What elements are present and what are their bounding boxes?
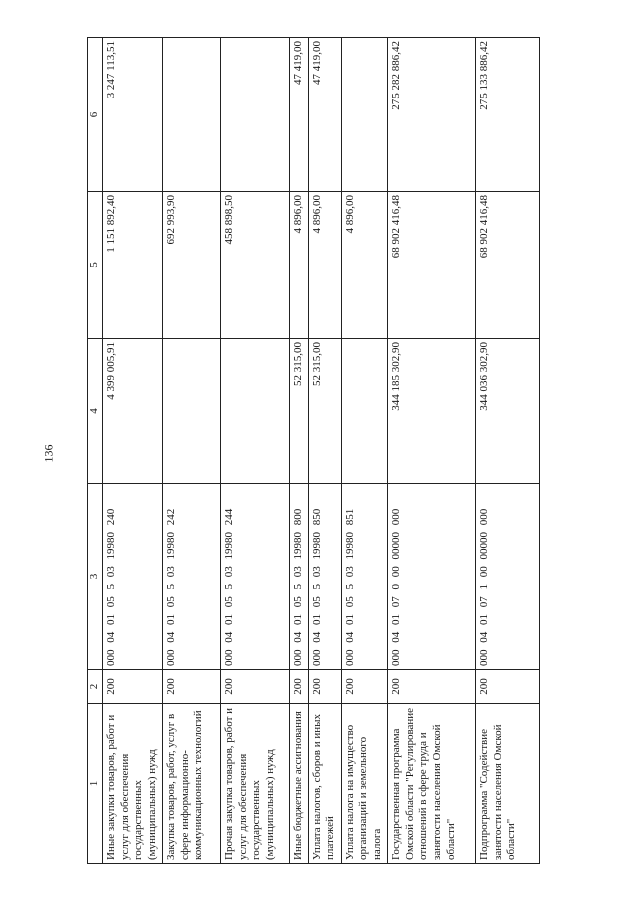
row-name: Прочая закупка товаров, работ и услуг для обеспечения государственных (муниципальных) нужд bbox=[220, 704, 289, 864]
row-name: Закупка товаров, работ, услуг в сфере информационно-коммуникационных технологий bbox=[162, 704, 220, 864]
row-classification-code: 000 04 01 05 5 03 19980 800 bbox=[289, 484, 308, 670]
row-value-col6 bbox=[162, 38, 220, 192]
row-value-col4 bbox=[162, 339, 220, 484]
header-row bbox=[88, 38, 103, 864]
row-value-col4: 52 315,00 bbox=[289, 339, 308, 484]
row-ministry-code: 200 bbox=[102, 670, 162, 704]
row-value-col5: 692 993,90 bbox=[162, 192, 220, 339]
table-row bbox=[387, 38, 475, 864]
row-ministry-code: 200 bbox=[475, 670, 539, 704]
row-name: Иные закупки товаров, работ и услуг для обеспечения государственных (муниципальных) нужд bbox=[102, 704, 162, 864]
table-row bbox=[102, 38, 162, 864]
row-ministry-code: 200 bbox=[387, 670, 475, 704]
budget-table bbox=[87, 37, 540, 864]
row-ministry-code: 200 bbox=[162, 670, 220, 704]
row-name: Уплата налога на имущество организаций и земельного налога bbox=[341, 704, 387, 864]
table-row bbox=[308, 38, 341, 864]
row-name: Иные бюджетные ассигнования bbox=[289, 704, 308, 864]
row-value-col5: 4 896,00 bbox=[308, 192, 341, 339]
row-value-col4: 52 315,00 bbox=[308, 339, 341, 484]
row-value-col6 bbox=[341, 38, 387, 192]
row-value-col4: 4 399 005,91 bbox=[102, 339, 162, 484]
row-classification-code: 000 04 01 05 5 03 19980 240 bbox=[102, 484, 162, 670]
header-cell-6: 6 bbox=[88, 38, 103, 192]
table-row bbox=[220, 38, 289, 864]
row-value-col6: 275 282 886,42 bbox=[387, 38, 475, 192]
row-value-col4: 344 185 302,90 bbox=[387, 339, 475, 484]
row-name: Государственная программа Омской области "Регулирование отношений в сфере труда и занятости населения Омской области" bbox=[387, 704, 475, 864]
table-row bbox=[289, 38, 308, 864]
rotated-table-container bbox=[87, 38, 518, 864]
row-ministry-code: 200 bbox=[308, 670, 341, 704]
row-classification-code: 000 04 01 05 5 03 19980 244 bbox=[220, 484, 289, 670]
row-ministry-code: 200 bbox=[341, 670, 387, 704]
row-value-col5: 68 902 416,48 bbox=[475, 192, 539, 339]
row-value-col5: 4 896,00 bbox=[341, 192, 387, 339]
header-cell-2: 2 bbox=[88, 670, 103, 704]
row-classification-code: 000 04 01 05 5 03 19980 850 bbox=[308, 484, 341, 670]
row-classification-code: 000 04 01 05 5 03 19980 242 bbox=[162, 484, 220, 670]
row-classification-code: 000 04 01 05 5 03 19980 851 bbox=[341, 484, 387, 670]
table-row bbox=[341, 38, 387, 864]
row-value-col4 bbox=[341, 339, 387, 484]
header-cell-4: 4 bbox=[88, 339, 103, 484]
row-name: Подпрограмма "Содействие занятости населения Омской области" bbox=[475, 704, 539, 864]
row-value-col6: 47 419,00 bbox=[308, 38, 341, 192]
header-cell-5: 5 bbox=[88, 192, 103, 339]
row-value-col6: 47 419,00 bbox=[289, 38, 308, 192]
row-value-col5: 1 151 892,40 bbox=[102, 192, 162, 339]
header-cell-3: 3 bbox=[88, 484, 103, 670]
row-value-col6: 275 133 886,42 bbox=[475, 38, 539, 192]
page-number: 136 bbox=[41, 444, 56, 463]
row-classification-code: 000 04 01 07 0 00 00000 000 bbox=[387, 484, 475, 670]
table-row bbox=[162, 38, 220, 864]
row-name: Уплата налогов, сборов и иных платежей bbox=[308, 704, 341, 864]
row-ministry-code: 200 bbox=[220, 670, 289, 704]
row-value-col5: 458 898,50 bbox=[220, 192, 289, 339]
row-value-col4 bbox=[220, 339, 289, 484]
row-value-col6: 3 247 113,51 bbox=[102, 38, 162, 192]
row-ministry-code: 200 bbox=[289, 670, 308, 704]
budget-table-wrapper bbox=[87, 38, 518, 864]
row-value-col6 bbox=[220, 38, 289, 192]
row-value-col4: 344 036 302,90 bbox=[475, 339, 539, 484]
table-row bbox=[475, 38, 539, 864]
row-classification-code: 000 04 01 07 1 00 00000 000 bbox=[475, 484, 539, 670]
header-cell-1: 1 bbox=[88, 704, 103, 864]
row-value-col5: 4 896,00 bbox=[289, 192, 308, 339]
row-value-col5: 68 902 416,48 bbox=[387, 192, 475, 339]
